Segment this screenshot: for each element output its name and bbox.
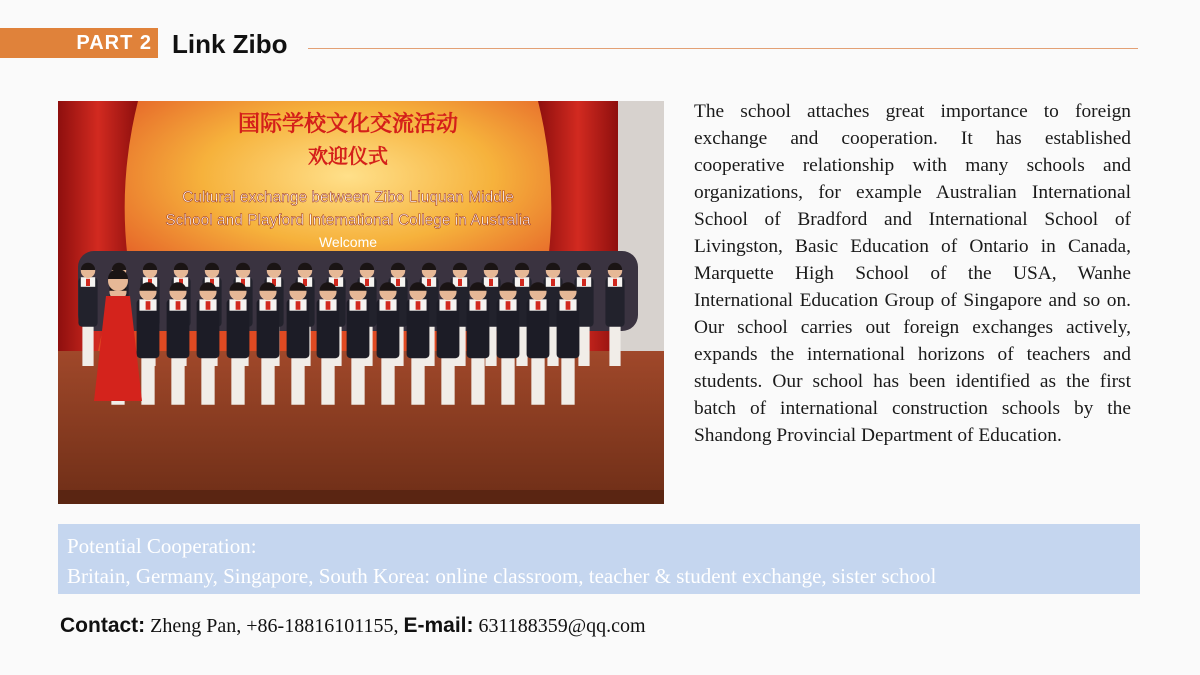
- cooperation-details: Britain, Germany, Singapore, South Korea: online classroom, teacher & student exchange, sister school: [67, 564, 937, 588]
- banner-en-line2: School and Playford International College in Australia: [165, 212, 531, 229]
- stage-edge: [58, 490, 664, 504]
- page-header: [0, 28, 1200, 62]
- cooperation-title: Potential Cooperation:: [67, 534, 257, 558]
- contact-line: [60, 614, 646, 638]
- banner-cn-line1: 国际学校文化交流活动: [237, 112, 459, 137]
- section-title: Link Zibo: [172, 29, 288, 59]
- contact-label: Contact:: [60, 614, 146, 637]
- part-tab: PART 2: [0, 28, 158, 58]
- potential-cooperation-box: [58, 524, 1140, 594]
- contact-value: Zheng Pan, +86-18816101155,: [150, 615, 399, 637]
- event-photo: [58, 101, 664, 504]
- banner-en-line3: Welcome: [318, 234, 378, 250]
- banner-en-line1: Cultural exchange between Zibo Liuquan Middle: [182, 189, 514, 206]
- header-divider: [308, 48, 1138, 49]
- email-label: E-mail:: [403, 614, 474, 637]
- email-value: 631188359@qq.com: [478, 615, 646, 637]
- event-photo-illustration: [58, 101, 664, 504]
- body-paragraph: The school attaches great importance to foreign exchange and cooperation. It has established cooperative relationship with many schools and organizations, for example Australian International School of Bradford and International School of Livingston, Basic Education of Ontario in Canada, Marquette High School of the USA, Wanhe International Education Group of Singapore and so on. Our school carries out foreign exchanges actively, expands the international horizons of teachers and students. Our school has been identified as the first batch of international construction schools by the Shandong Provincial Department of Education.: [694, 101, 1131, 446]
- banner-cn-line2: 欢迎仪式: [308, 144, 388, 168]
